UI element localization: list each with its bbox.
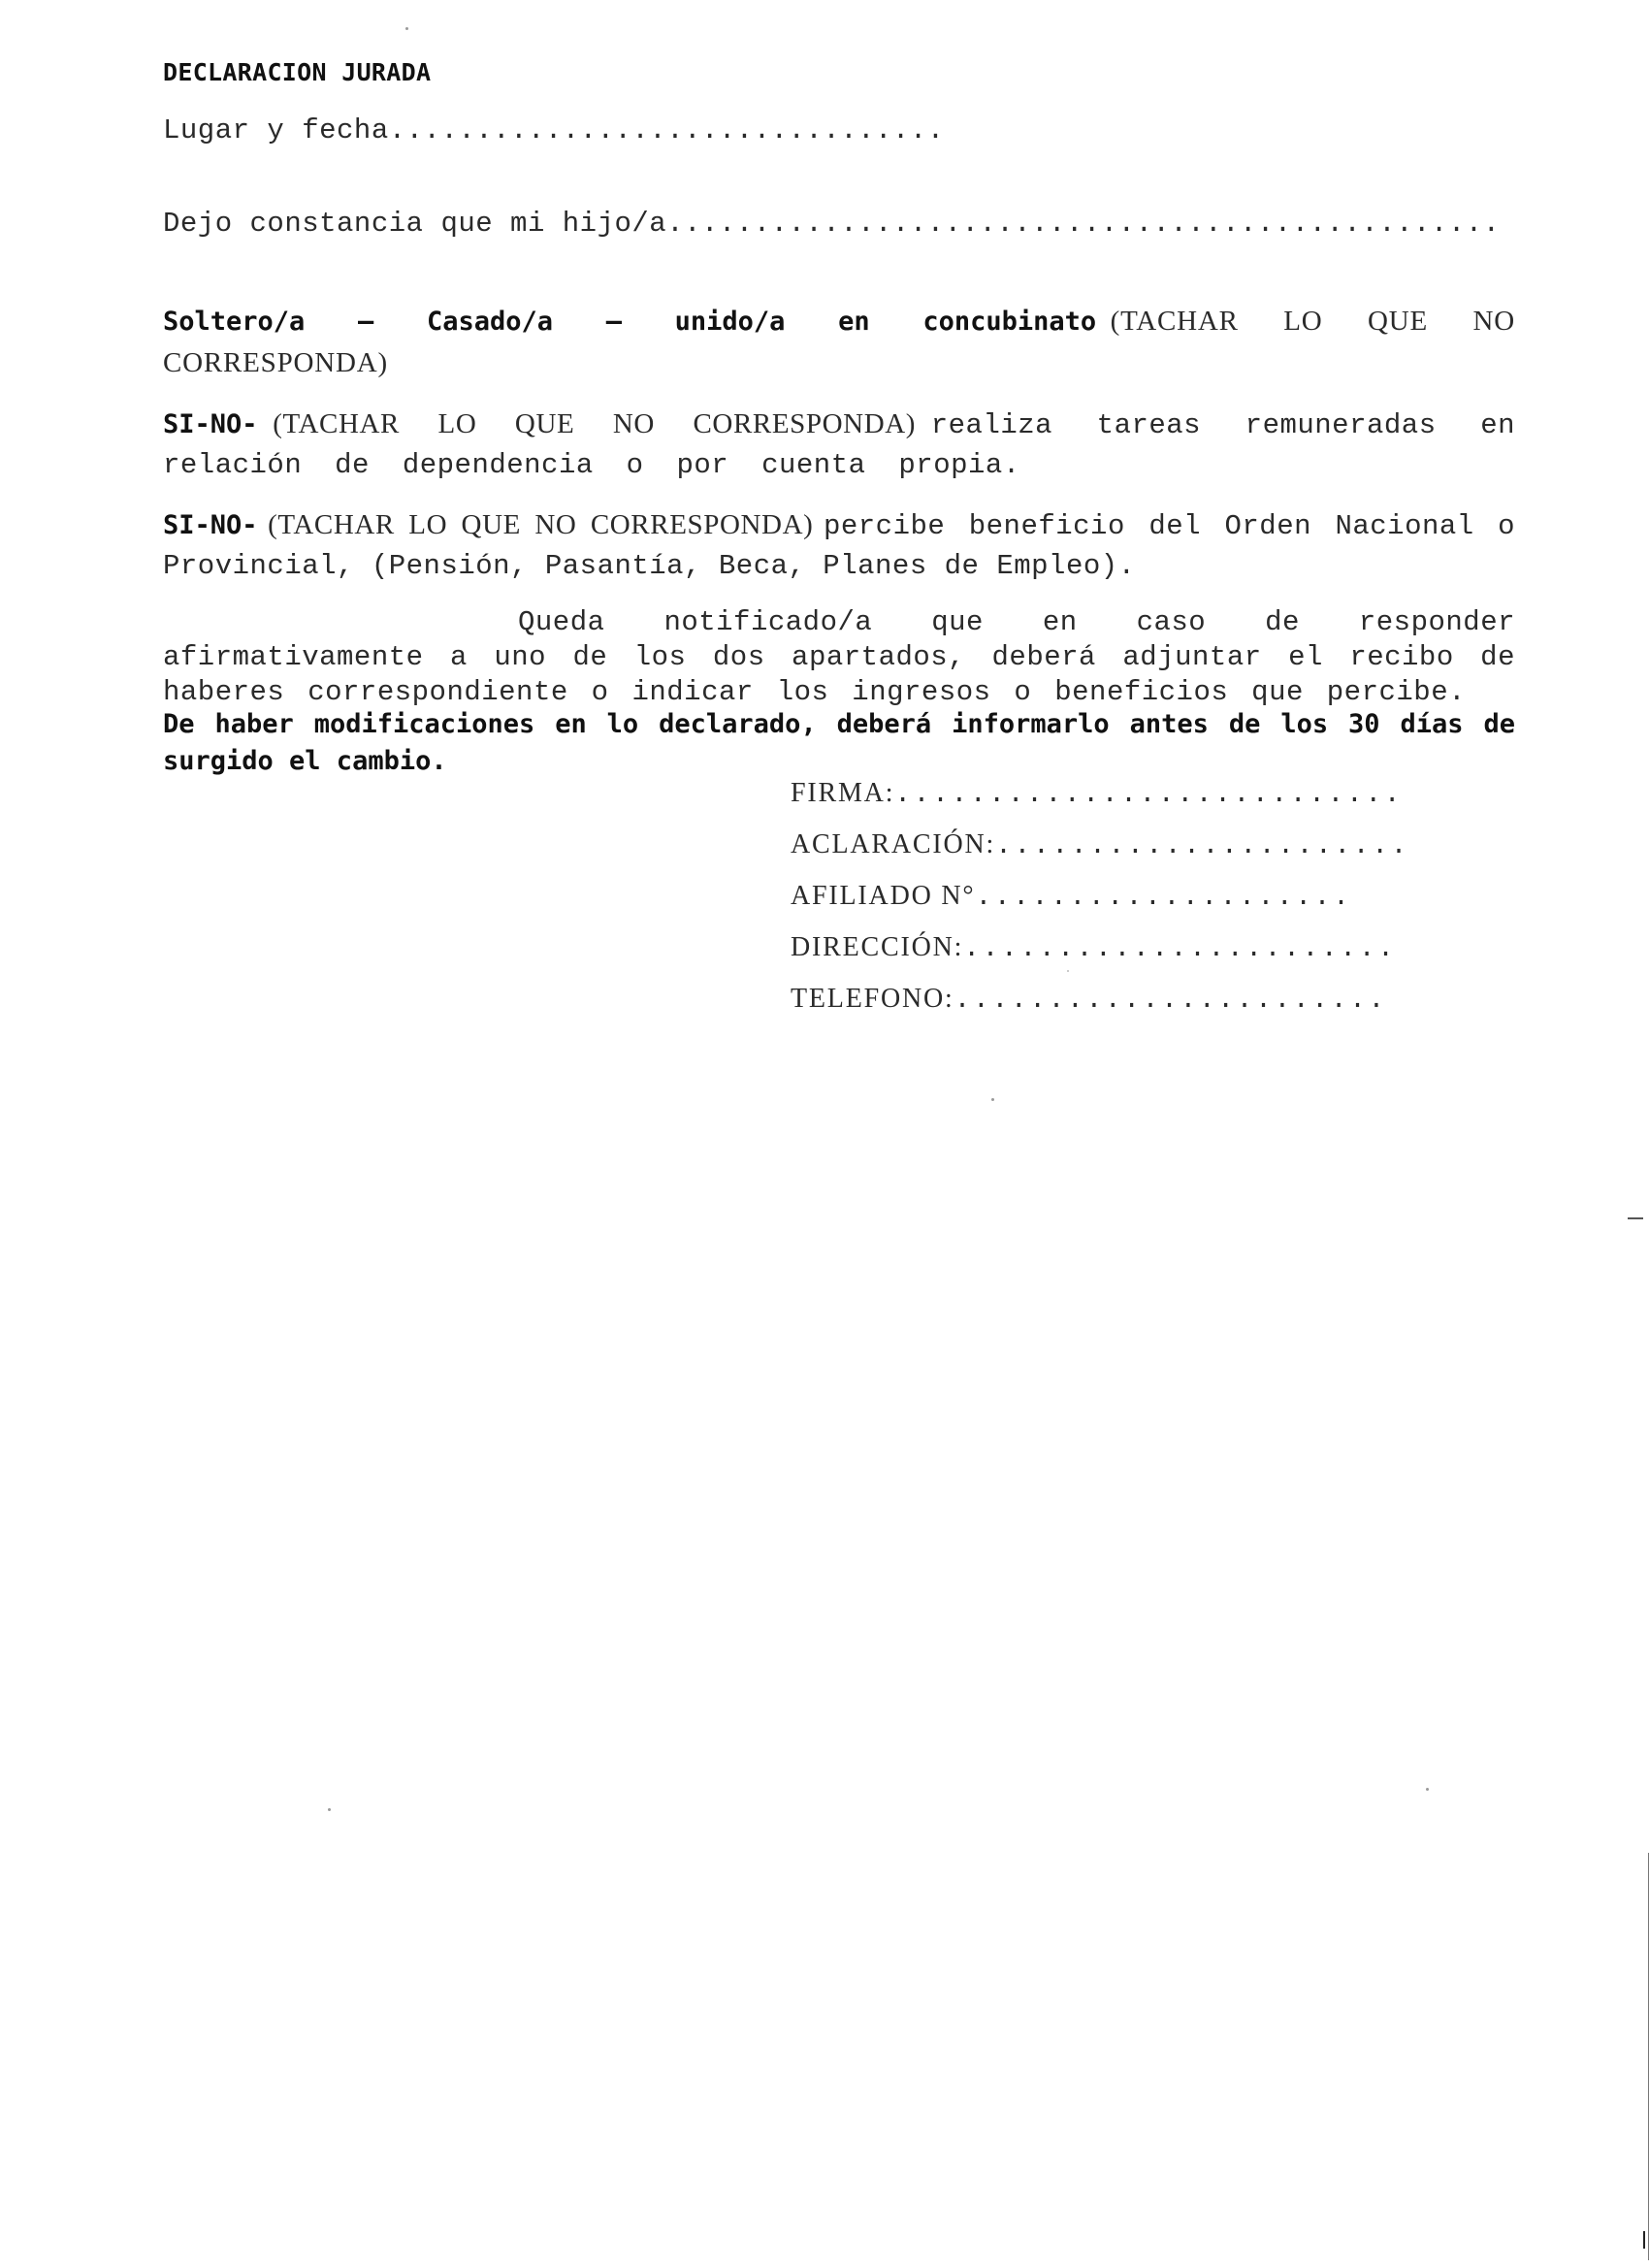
lugar-fecha-dots: ................................ bbox=[388, 114, 945, 146]
scan-speck bbox=[1067, 970, 1069, 972]
beneficio-instruction: (TACHAR LO QUE NO CORRESPONDA) bbox=[268, 509, 814, 540]
aclaracion-label: ACLARACIÓN: bbox=[791, 829, 996, 859]
scan-speck bbox=[328, 1808, 331, 1811]
constancia-line bbox=[163, 208, 1501, 240]
modificaciones-warning: De haber modificaciones en lo declarado, deberá informarlo antes de los 30 días de surgido el cambio. bbox=[163, 709, 1515, 776]
notificacion-text: Queda notificado/a que en caso de responder afirmativamente a uno de los dos apartados, deberá adjuntar el recibo de haberes correspondiente o indicar los ingresos o beneficios que percibe. bbox=[163, 606, 1515, 708]
scan-speck bbox=[1426, 1788, 1429, 1791]
tareas-instruction: (TACHAR LO QUE NO CORRESPONDA) bbox=[273, 408, 917, 439]
scan-edge-dash bbox=[1628, 1217, 1643, 1219]
tareas-si-no: SI-NO- bbox=[163, 409, 258, 439]
afiliado-dots: .................... bbox=[975, 883, 1352, 913]
document-title: DECLARACION JURADA bbox=[163, 58, 432, 86]
telefono-field bbox=[791, 984, 1387, 1016]
telefono-label: TELEFONO: bbox=[791, 984, 954, 1014]
aclaracion-field bbox=[791, 829, 1409, 861]
estado-civil-instruction: (TACHAR LO QUE NO CORRESPONDA) bbox=[163, 306, 1515, 378]
beneficio-paragraph bbox=[163, 506, 1515, 588]
estado-civil-paragraph bbox=[163, 303, 1515, 386]
lugar-fecha-label: Lugar y fecha bbox=[163, 114, 389, 146]
beneficio-si-no: SI-NO- bbox=[163, 510, 258, 540]
direccion-label: DIRECCIÓN: bbox=[791, 932, 964, 962]
lugar-fecha-line bbox=[163, 114, 945, 146]
tareas-text: realiza tareas remuneradas en relación de dependencia o por cuenta propia. bbox=[163, 409, 1515, 481]
constancia-label: Dejo constancia que mi hijo/a bbox=[163, 208, 667, 240]
notificacion-paragraph bbox=[163, 605, 1515, 710]
afiliado-field bbox=[791, 881, 1352, 913]
estado-civil-options: Soltero/a – Casado/a – unido/a en concubinato bbox=[163, 307, 1097, 337]
scan-edge-tick bbox=[1643, 2231, 1645, 2249]
afiliado-label: AFILIADO N° bbox=[791, 881, 976, 911]
tareas-paragraph bbox=[163, 405, 1515, 487]
direccion-dots: ....................... bbox=[963, 934, 1397, 964]
telefono-dots: ....................... bbox=[954, 986, 1387, 1016]
firma-label: FIRMA: bbox=[791, 778, 895, 808]
scan-speck bbox=[991, 1098, 994, 1101]
direccion-field bbox=[791, 932, 1397, 964]
beneficio-text: percibe beneficio del Orden Nacional o Provincial, (Pensión, Pasantía, Beca, Planes de Empleo). bbox=[163, 510, 1516, 582]
constancia-dots: ................................................ bbox=[666, 208, 1501, 240]
firma-field bbox=[791, 778, 1403, 810]
aclaracion-dots: ...................... bbox=[995, 831, 1410, 861]
scan-speck bbox=[405, 27, 408, 30]
firma-dots: ........................... bbox=[894, 780, 1404, 810]
